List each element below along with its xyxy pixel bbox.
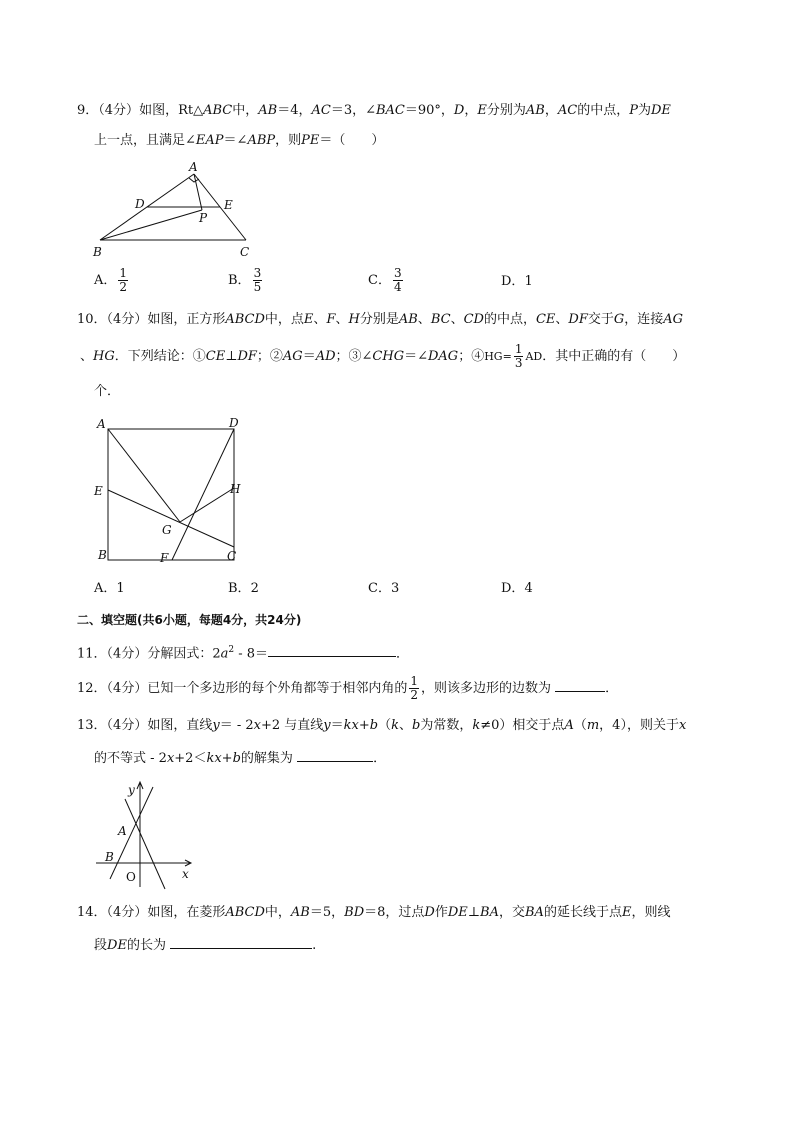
label-p: P [199,211,208,225]
label-a: A [97,417,106,431]
q10-option-b[interactable]: B．2 [228,581,259,596]
q9-option-c[interactable]: C． $\frac{3}{4}$ [368,266,402,294]
line-y-kx-plus-b [110,787,153,879]
q13-coordinate-figure [90,775,200,895]
label-b: B [98,548,107,562]
q10-square-figure [88,412,248,570]
q10-line2: 、HG．下列结论：①CE⊥DF；②AG＝AD；③∠CHG＝∠DAG；④HG= $\frac{1}{3}$ AD．其中正确的有（ ） [80,342,686,370]
label-f: F [160,551,169,565]
segment-ag [108,429,180,522]
segment-hg [180,488,234,522]
label-o: O [126,870,136,884]
label-x: x [182,867,189,881]
square-abcd [108,429,234,560]
label-e: E [94,484,103,498]
q10-line3: 个． [94,384,121,399]
question-number: 13． [77,718,107,733]
segment-df [172,429,234,560]
q12-line: 12．（4分）已知一个多边形的每个外角都等于相邻内角的 $\frac{1}{2}$ ，则该多边形的边数为 ． [77,674,619,702]
segment-bp [100,210,202,240]
q9-option-d[interactable]: D．1 [501,274,533,289]
answer-blank[interactable] [170,934,312,949]
label-d: D [229,416,239,430]
segment-ce [108,490,234,547]
label-y: y [128,783,135,797]
q9-triangle-figure [88,158,258,262]
fraction: $\frac{3}{5}$ [253,266,262,294]
q10-option-a[interactable]: A．1 [94,581,125,596]
label-b: B [93,245,102,259]
q13-line2: 的不等式 - 2x+2＜kx+b的解集为 ． [94,747,386,768]
q10-option-c[interactable]: C．3 [368,581,400,596]
q14-line2: 段DE的长为 . [94,934,316,955]
q9-option-b[interactable]: B． $\frac{3}{5}$ [228,266,262,294]
question-number: 14． [77,905,107,920]
q9-line2: 上一点，且满足∠EAP＝∠ABP，则PE＝（ ） [94,133,385,148]
question-number: 12． [77,681,107,696]
answer-blank[interactable] [555,677,605,692]
fraction: $\frac{1}{3}$ [514,342,523,370]
label-c: C [240,245,250,259]
fraction: $\frac{1}{2}$ [410,674,418,702]
q9-option-a[interactable]: A． $\frac{1}{2}$ [94,266,128,294]
label-h: H [230,482,241,496]
question-number: 9． [77,103,99,118]
question-number: 11． [77,646,107,662]
label-a: A [118,824,127,838]
q13-line1: 13．（4分）如图，直线y＝ - 2x+2 与直线y＝kx+b（k、b为常数，k≠0）相交于点A（m，4），则关于x [77,718,687,733]
label-d: D [135,197,145,211]
q9-line1: 9．（4分）如图，Rt△ABC中，AB＝4，AC＝3，∠BAC＝90°，D，E分别为AB，AC的中点，P为DE [77,103,671,118]
q10-option-d[interactable]: D．4 [501,581,533,596]
fraction: $\frac{1}{2}$ [119,266,128,294]
label-b: B [105,850,114,864]
label-c: C [227,549,237,563]
answer-blank[interactable] [297,747,373,762]
label-g: G [162,523,172,537]
fraction: $\frac{3}{4}$ [393,266,402,294]
q11-line: 11．（4分）分解因式：$2a^2 - 8=$ ． [77,641,409,663]
label-a: A [189,160,198,174]
question-number: 10． [77,312,107,327]
q14-line1: 14．（4分）如图，在菱形ABCD中，AB＝5，BD＝8，过点D作DE⊥BA，交BA的延长线于点E，则线 [77,905,671,920]
answer-blank[interactable] [268,642,396,657]
q10-line1: 10．（4分）如图，正方形ABCD中，点E、F、H分别是AB、BC、CD的中点，CE、DF交于G，连接AG [77,312,684,327]
label-e: E [224,198,233,212]
section-heading: 二、填空题(共6小题，每题4分，共24分) [77,613,302,627]
